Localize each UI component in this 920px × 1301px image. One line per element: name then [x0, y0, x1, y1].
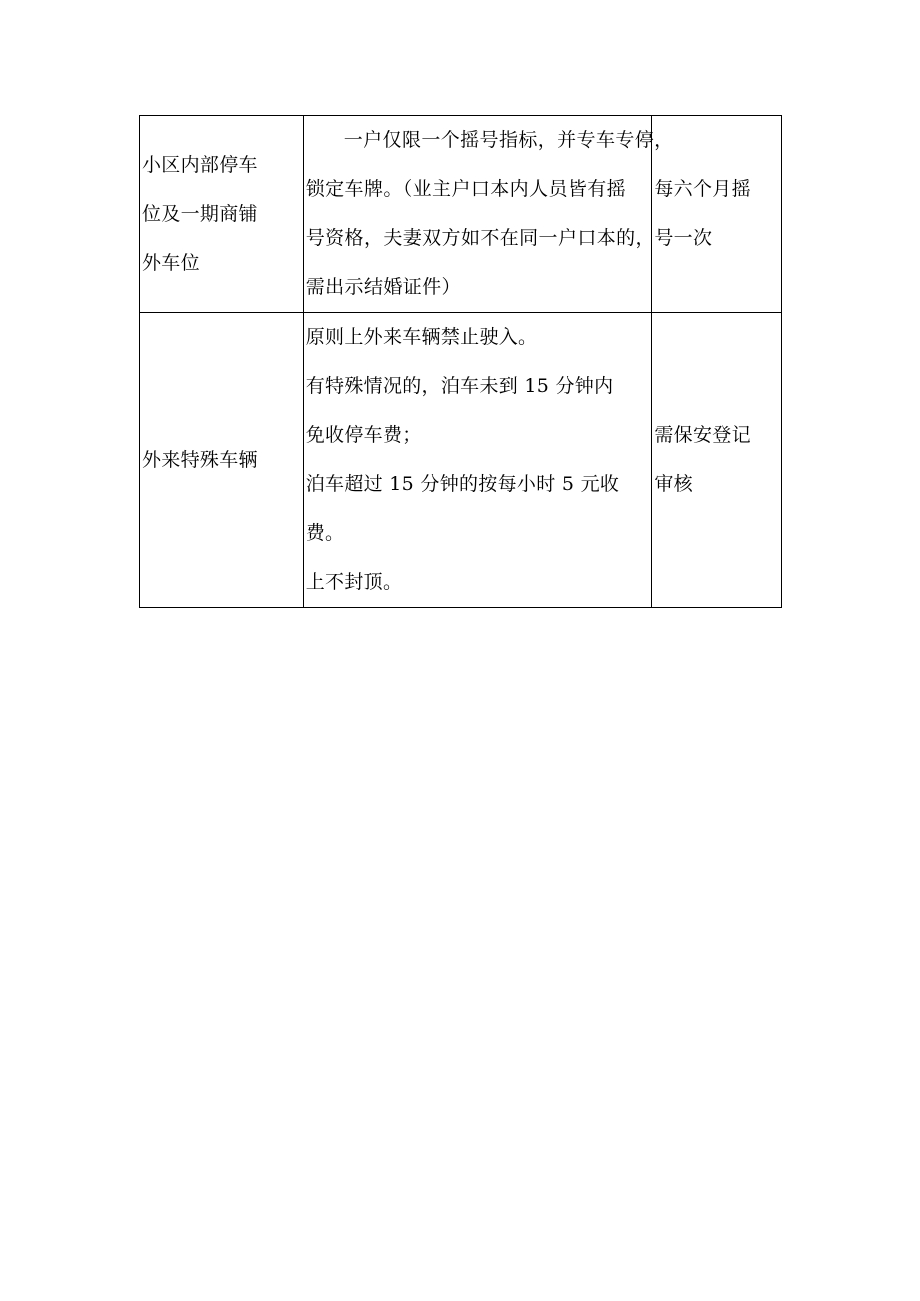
- table-row: [140, 116, 782, 313]
- note-line: 审核: [654, 473, 693, 495]
- rule-line: 上不封顶。: [305, 571, 403, 593]
- category-line: 位及一期商铺: [142, 202, 258, 225]
- rule-line: 锁定车牌。（业主户口本内人员皆有摇: [305, 178, 627, 200]
- table-row: [140, 313, 782, 608]
- parking-rules-table: [139, 115, 782, 608]
- rule-line: 原则上外来车辆禁止驶入。: [305, 326, 538, 348]
- note-cell: [652, 313, 782, 608]
- rule-line: 泊车超过 15 分钟的按每小时 5 元收: [305, 473, 620, 495]
- rule-line: 需出示结婚证件）: [305, 276, 461, 298]
- category-line: 外来特殊车辆: [142, 448, 258, 471]
- category-cell: [140, 116, 304, 313]
- note-line: 需保安登记: [654, 424, 751, 446]
- category-line: 小区内部停车: [142, 153, 258, 176]
- rule-cell: [303, 313, 652, 608]
- note-line: 号一次: [654, 227, 713, 249]
- rule-line: 一户仅限一个摇号指标，并专车专停，: [343, 129, 674, 151]
- category-line: 外车位: [142, 251, 200, 274]
- rule-cell: [303, 116, 674, 313]
- rule-line: 免收停车费；: [305, 424, 422, 446]
- note-line: 每六个月摇: [654, 178, 751, 200]
- rule-line: 号资格，夫妻双方如不在同一户口本的，: [305, 227, 655, 249]
- rule-line: 费。: [305, 522, 345, 544]
- category-cell: [140, 313, 304, 608]
- rule-line: 有特殊情况的，泊车未到 15 分钟内: [305, 375, 614, 397]
